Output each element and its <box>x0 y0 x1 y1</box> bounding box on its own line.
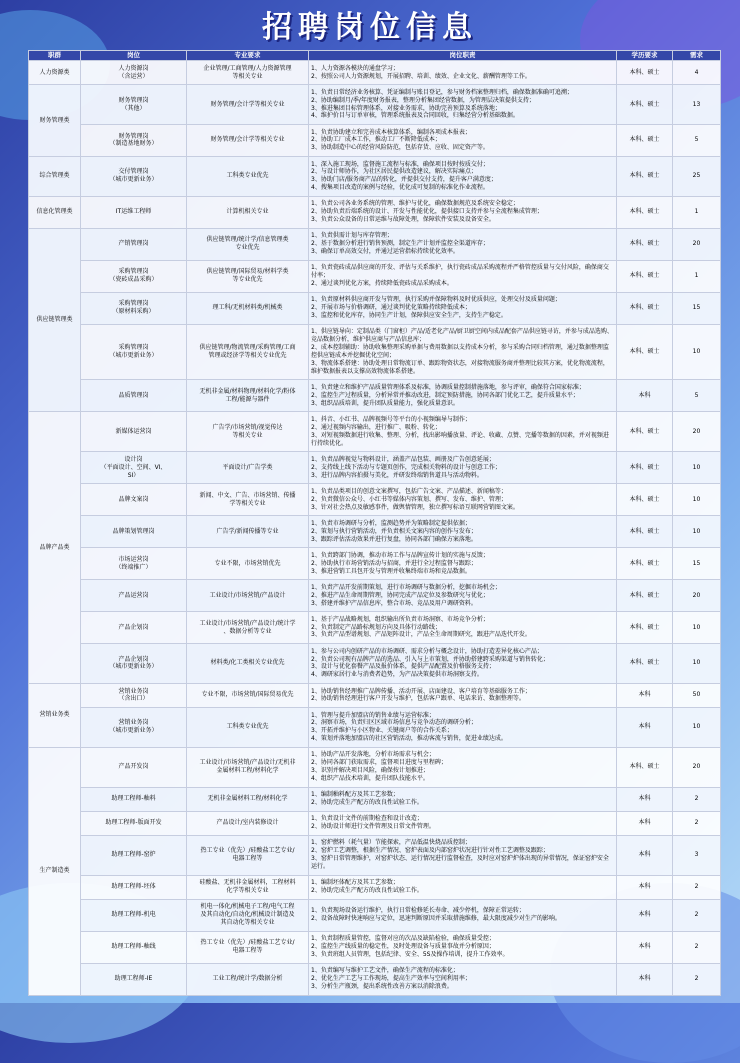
count-cell: 10 <box>673 612 721 644</box>
job-group-cell: 人力资源类 <box>29 61 81 85</box>
duties-cell <box>309 260 617 292</box>
duty-line: 1、负责公司各业务系统的管理、维护与优化，确保数据规范及系统安全稳定； <box>311 200 519 208</box>
duty-line: 3、负责公众设备的日常运维与故障处理，保障软件安装及设备安全。 <box>311 216 495 224</box>
duty-line: 3、协助制造中心的经营风险防范，包括存货、应收、固定资产等。 <box>311 144 489 152</box>
table-row <box>29 787 721 811</box>
major-cell: 产品设计/室内装修设计 <box>187 811 309 835</box>
count-cell: 15 <box>673 292 721 324</box>
duty-line: 1、负责跨部门协调，推动市场工作与品牌宣传计划的实施与反馈； <box>311 551 489 559</box>
position-cell: IT运维工程师 <box>81 196 187 228</box>
duty-line: 2、洞察市场，负责归区区域市场信息与竞争动态的调研分析； <box>311 719 477 727</box>
duties-cell <box>309 580 617 612</box>
position-cell: 助理工程师-版面开发 <box>81 811 187 835</box>
duty-line: 2、协助设计师进行文件管理及日常文件管理。 <box>311 823 435 831</box>
duty-line: 4、组织产品技术培训，提升团队技能水平。 <box>311 775 429 783</box>
duty-line: 2、通过视频内容输出，进行推广、吸粉、转化； <box>311 423 441 431</box>
position-cell: 助理工程师-坯体 <box>81 875 187 899</box>
major-cell: 财务管理/会计学等相关专业 <box>187 85 309 125</box>
education-cell: 本科 <box>617 683 673 707</box>
recruitment-poster <box>4 0 736 1003</box>
table-row <box>29 644 721 684</box>
duty-line: 3、分析生产瓶颈，提出系统性改善方案以消除浪费。 <box>311 983 453 991</box>
table-row <box>29 324 721 380</box>
duty-line: 1、负责品牌视觉与物料设计，涵盖产品包装、画册及广告创意延展； <box>311 455 495 463</box>
education-cell: 本科 <box>617 811 673 835</box>
position-cell: 营销业务岗 （城市更新业务） <box>81 707 187 747</box>
table-row <box>29 484 721 516</box>
position-cell: 品牌策划管理岗 <box>81 516 187 548</box>
header-major: 专业要求 <box>187 51 309 61</box>
education-cell: 本科、硕士 <box>617 156 673 196</box>
duty-line: 2、协助完成生产配方的改良性试验工作。 <box>311 799 423 807</box>
major-cell: 无机非金属/材料物理/材料化学/粉体 工程/能源与器件 <box>187 380 309 412</box>
count-cell: 5 <box>673 380 721 412</box>
position-cell: 财务管理岗 （其他） <box>81 85 187 125</box>
duties-cell <box>309 683 617 707</box>
education-cell: 本科 <box>617 931 673 963</box>
duty-line: 2、协助编制月/季/年度财务报表，整理分析集团经营数据，为管理层决策提供支持； <box>311 96 535 104</box>
duties-cell <box>309 835 617 875</box>
duties-cell <box>309 644 617 684</box>
duties-cell <box>309 484 617 516</box>
duty-line: 1、负责日常经济业务核算、凭证编制与账目登记，参与财务档案整理归档，确保数据准确可追溯； <box>311 88 573 96</box>
duty-line: 1、窑炉燃料（耗气量）节能探索，产品低温快烧品质控制； <box>311 839 471 847</box>
duty-line: 2、协助执行市场营销活动与招商，并进行全过程监督与跟踪； <box>311 559 477 567</box>
duty-line: 3、设计与优化套餐产品及报价体系，提供产品配置及价格服务支持； <box>311 663 495 671</box>
education-cell: 本科、硕士 <box>617 228 673 260</box>
duties-cell <box>309 612 617 644</box>
duty-line: 2、监控生产线质量的稳定性，及时处理设备与质量事故并分析原因； <box>311 943 495 951</box>
duty-line: 1、参与公司内创研产品的市场调研、需求分析与概念设计，协助打造差异化核心产品； <box>311 647 543 655</box>
position-cell: 采购管理岗 （瓷砖成品采购） <box>81 260 187 292</box>
job-group-cell: 财务管理类 <box>29 85 81 157</box>
table-row <box>29 683 721 707</box>
duty-line: 2、监控生产过程质量，分析异常并推动改进，制定预防措施，协同各部门优化工艺，提升质量水平； <box>311 391 579 399</box>
duty-line: 1、负责产品开发前期策划，进行市场调研与数据分析，挖掘市场机会； <box>311 583 501 591</box>
count-cell: 25 <box>673 156 721 196</box>
job-group-cell: 生产制造类 <box>29 747 81 995</box>
duty-line: 1、负责品类项目的创意文案撰写，包括广告文案、产品描述、新闻稿等； <box>311 487 507 495</box>
education-cell: 本科 <box>617 707 673 747</box>
major-cell: 财务管理/会计学等相关专业 <box>187 124 309 156</box>
header-group: 职群 <box>29 51 81 61</box>
major-cell: 硅酸盐、无机非金属材料，工程材料 化学等相关专业 <box>187 875 309 899</box>
duty-line: 2、成本控制辅助：协助收集整理采购单据与费用数据以支持成本分析，参与采购合同归档管理，通过数据整理监控供应链成本并挖掘优化空间； <box>311 344 609 359</box>
position-cell: 人力资源岗 （含运营） <box>81 61 187 85</box>
duty-line: 2、协助负责后端系统的设计、开发与性能优化，提供接口支持并参与全流程集成管理； <box>311 208 543 216</box>
duty-line: 3、物流体系搭建：协助处理日常物流订单、跟踪物资状态，对接物流服务商并整理比较其方案，优化物流流程，维护数据报表以支撑高效物流体系搭建。 <box>311 359 609 375</box>
duty-line: 2、通过谈判优化方案，持续降低瓷砖成品采购成本。 <box>311 280 453 288</box>
position-cell: 采购管理岗 （城市更新业务） <box>81 324 187 380</box>
count-cell: 10 <box>673 452 721 484</box>
position-cell: 助理工程师-机电 <box>81 899 187 931</box>
duties-cell <box>309 124 617 156</box>
duty-line: 1、抖音、小红书、品牌视频号等平台的小视频编导与制作； <box>311 415 471 423</box>
count-cell: 13 <box>673 85 721 125</box>
position-cell: 产销管理岗 <box>81 228 187 260</box>
major-cell: 理工科/无机材料类/机械类 <box>187 292 309 324</box>
major-cell: 企业管理/工商管理/人力资源管理 等相关专业 <box>187 61 309 85</box>
education-cell: 本科、硕士 <box>617 580 673 612</box>
count-cell: 10 <box>673 644 721 684</box>
education-cell: 本科、硕士 <box>617 324 673 380</box>
position-cell: 新媒体运营岗 <box>81 412 187 452</box>
major-cell: 平面设计/广告学类 <box>187 452 309 484</box>
duty-line: 1、负责市场调研与分析，监测趋势并为策略制定提供依据； <box>311 519 471 527</box>
education-cell: 本科、硕士 <box>617 260 673 292</box>
education-cell: 本科、硕士 <box>617 548 673 580</box>
count-cell: 20 <box>673 228 721 260</box>
duty-line: 3、负责班组人员管理，包括纪律、安全、5S及操作培训，提升工作效率。 <box>311 951 509 959</box>
major-cell: 专业不限，市场营销/国际贸易优先 <box>187 683 309 707</box>
count-cell: 2 <box>673 931 721 963</box>
education-cell: 本科、硕士 <box>617 292 673 324</box>
duty-line: 1、负责制程质量管控，监督对应的次品及缺陷检验，确保质量受控； <box>311 935 495 943</box>
duty-line: 2、负责微信公众号、小红书等媒体内容策划、撰写、发布、维护、管理； <box>311 495 507 503</box>
count-cell: 2 <box>673 963 721 995</box>
major-cell: 计算机相关专业 <box>187 196 309 228</box>
table-body <box>29 61 721 996</box>
duty-line: 3、对短视频数据进行收集、整理、分析，找出影响播放量、评论、收藏、点赞、完播等数据的因素，并对视频进行持续优化。 <box>311 431 609 447</box>
education-cell: 本科 <box>617 835 673 875</box>
duties-cell <box>309 228 617 260</box>
duty-line: 4、搜集项目改造的案例与经验，优化成可复制的标准化作业流程。 <box>311 184 489 192</box>
duties-cell <box>309 548 617 580</box>
count-cell: 4 <box>673 61 721 85</box>
table-row <box>29 260 721 292</box>
job-group-cell: 品牌产品类 <box>29 412 81 684</box>
duties-cell <box>309 747 617 787</box>
major-cell: 机电一体化/机械电子工程/电气工程 及其自动化/自动化/机械设计制造及 其自动化等相关专业 <box>187 899 309 931</box>
duty-line: 1、管理与提升加盟店的销售业绩与运营标准； <box>311 711 435 719</box>
count-cell: 20 <box>673 580 721 612</box>
duty-line: 3、推进集团目标管理体系，对接业务需求，协助完善预算及系统落地； <box>311 104 501 112</box>
count-cell: 20 <box>673 412 721 452</box>
duty-line: 2、按照公司人力资源规划，开展招聘、培训、绩效、企业文化、薪酬管理等工作。 <box>311 72 531 80</box>
duty-line: 2、协助工厂成本工作，推动工厂不断降低成本； <box>311 136 441 144</box>
duty-line: 1、基于产品战略规划，组织输出所负责市场洞察、市场竞争分析； <box>311 615 489 623</box>
major-cell: 广告学/新闻传播等专业 <box>187 516 309 548</box>
duty-line: 2、协助销售经理进行客户开发与维护，包括客户跟单、电话来访、数据整理等。 <box>311 695 525 703</box>
education-cell: 本科、硕士 <box>617 644 673 684</box>
duty-line: 1、负责原材料供应商开发与管理，执行采购并保障物料及时优质供应，处理交付及质量问题； <box>311 296 561 304</box>
position-cell: 助理工程师-IE <box>81 963 187 995</box>
table-row <box>29 228 721 260</box>
duties-cell <box>309 516 617 548</box>
table-row <box>29 516 721 548</box>
position-cell: 市场运营岗 （终端推广） <box>81 548 187 580</box>
table-row <box>29 380 721 412</box>
header-education: 学历要求 <box>617 51 673 61</box>
duties-cell <box>309 452 617 484</box>
duty-line: 3、窑炉日常管理维护，对窑炉状态、运行情况进行监督检查，及时应对窑炉炉体出现的异常情况，保证窑炉安全运行。 <box>311 855 609 871</box>
duty-line: 3、针对社会热点及敏感事件，做舆情管理，独立撰写标语互联网营销图文案。 <box>311 503 519 511</box>
major-cell: 工业工程/统计学/数据分析 <box>187 963 309 995</box>
duties-cell <box>309 156 617 196</box>
education-cell: 本科、硕士 <box>617 124 673 156</box>
duty-line: 1、深入施工现场，监督施工流程与标准，确保项目按时按质交付； <box>311 160 489 168</box>
duty-line: 2、与设计师协作，为社区居民提供改造建议，解决实际痛点； <box>311 168 477 176</box>
duty-line: 2、设备故障时快速响应与定位，迅速判断原因并采取措施维修，最大限度减少对生产的影响。 <box>311 915 561 923</box>
duties-cell <box>309 61 617 85</box>
table-row <box>29 612 721 644</box>
table-header-row <box>29 51 721 61</box>
duty-line: 3、协助门店/服务商产品的转化，并提供交付支持，提升客户满意度； <box>311 176 497 184</box>
table-row <box>29 963 721 995</box>
duty-line: 3、推进营销工具包开发与管理并收集终端市场和竞品数据。 <box>311 567 471 575</box>
education-cell: 本科、硕士 <box>617 412 673 452</box>
duties-cell <box>309 324 617 380</box>
duties-cell <box>309 963 617 995</box>
duty-line: 1、协助销售经理推广品牌传播、活动开展、店面建设、客户培育等基础服务工作； <box>311 687 531 695</box>
table-row <box>29 452 721 484</box>
duty-line: 2、协同各部门获取需求，监督项目进度与里程碑； <box>311 759 447 767</box>
duty-line: 3、进行品牌内容拍摄与美化，并研发终端销售道具与活动物料。 <box>311 471 483 479</box>
position-cell: 产品开发岗 <box>81 747 187 787</box>
duty-line: 3、确保订单高效交付，并通过运营指标持续优化效率。 <box>311 248 459 256</box>
duty-line: 3、组织品质培训，提升团队质量能力，强化质量意识。 <box>311 399 459 407</box>
duty-line: 1、负责建立和维护产品质量管理体系及标准，协调质量控制措施落地，参与评审，确保符合国家标准； <box>311 383 585 391</box>
education-cell: 本科、硕士 <box>617 196 673 228</box>
job-table-card <box>28 50 720 996</box>
job-group-cell: 营销业务类 <box>29 683 81 747</box>
position-cell: 财务管理岗 （制造基地财务） <box>81 124 187 156</box>
table-row <box>29 899 721 931</box>
major-cell: 新闻、中文、广告、市场营销、传播 学等相关专业 <box>187 484 309 516</box>
table-row <box>29 835 721 875</box>
duty-line: 4、维护价目与订单审核，管理系统报表及合同回收，归集经营分析基础数据。 <box>311 112 519 120</box>
major-cell: 工科类专业优先 <box>187 156 309 196</box>
table-row <box>29 875 721 899</box>
duty-line: 1、负责设计文件的前期检查和设计改造； <box>311 815 423 823</box>
page-title: 招聘岗位信息 <box>262 10 478 45</box>
table-row <box>29 931 721 963</box>
duty-line: 1、人力资源各模块的通盘学习； <box>311 64 399 72</box>
count-cell: 10 <box>673 516 721 548</box>
education-cell: 本科 <box>617 899 673 931</box>
count-cell: 10 <box>673 324 721 380</box>
education-cell: 本科、硕士 <box>617 452 673 484</box>
major-cell: 热工专业（优先）/硅酸盐工艺专业/ 电器工程等 <box>187 835 309 875</box>
duty-line: 1、供应链导向：定制品类（门窗柜）产品/适老化产品/厨卫厨空间内成品配套产品供应链寻访，并参与成品选购、竞品数据分析，维护供应商与产品信息库； <box>311 328 613 344</box>
education-cell: 本科 <box>617 380 673 412</box>
duties-cell <box>309 707 617 747</box>
major-cell: 热工专业（优先）/硅酸盐工艺专业/ 电器工程等 <box>187 931 309 963</box>
duties-cell <box>309 196 617 228</box>
duty-line: 4、策划并落地加盟店的社区营销活动，推动客流与销售，促进业绩达成。 <box>311 735 507 743</box>
duty-line: 3、监控和优化库存，协同生产计划，保障供应安全生产，支持生产稳定。 <box>311 312 507 320</box>
table-row <box>29 85 721 125</box>
duty-line: 2、基于数据分析进行销售预测，制定生产计划并监控全渠道库存； <box>311 240 489 248</box>
position-cell: 营销业务岗 （含出口） <box>81 683 187 707</box>
count-cell: 1 <box>673 260 721 292</box>
duties-cell <box>309 931 617 963</box>
major-cell: 工业设计/市场营销/产品设计 <box>187 580 309 612</box>
duties-cell <box>309 811 617 835</box>
count-cell: 2 <box>673 787 721 811</box>
duty-line: 1、编制坯体配方及其工艺参数； <box>311 879 399 887</box>
count-cell: 2 <box>673 899 721 931</box>
position-cell: 采购管理岗 （原材料采购） <box>81 292 187 324</box>
position-cell: 交付管理岗 （城市更新业务） <box>81 156 187 196</box>
position-cell: 产品企划岗 <box>81 612 187 644</box>
education-cell: 本科 <box>617 787 673 811</box>
education-cell: 本科、硕士 <box>617 85 673 125</box>
duty-line: 2、负责制定产品路标规划方向及具体行动路线； <box>311 623 441 631</box>
table-row <box>29 811 721 835</box>
position-cell: 助理工程师-釉料 <box>81 787 187 811</box>
duty-line: 1、负责协助建立和完善成本核算体系，编制各项成本报表； <box>311 128 471 136</box>
duty-line: 2、窑炉工艺调整，根据生产情况、窑炉表面及内部窑炉状况进行针对性工艺调整及跟踪； <box>311 847 549 855</box>
duty-line: 1、负责现场设备运行维护，执行日常检修延长寿命、减少停机，保障正常运转； <box>311 907 525 915</box>
duties-cell <box>309 380 617 412</box>
count-cell: 10 <box>673 484 721 516</box>
duty-line: 1、负责瓷砖成品供应商的开发、评估与关系维护，执行瓷砖成品采购流程并严格管控质量与交付风险，确保商交付率； <box>311 264 609 280</box>
major-cell: 供应链管理/物流管理/采购管理/工商 管理或经济学等相关专业优先 <box>187 324 309 380</box>
major-cell: 无机非金属材料工程/材料化学 <box>187 787 309 811</box>
position-cell: 品牌文案岗 <box>81 484 187 516</box>
count-cell: 2 <box>673 811 721 835</box>
count-cell: 50 <box>673 683 721 707</box>
duties-cell <box>309 875 617 899</box>
header-count: 需求 <box>673 51 721 61</box>
education-cell: 本科、硕士 <box>617 484 673 516</box>
duty-line: 4、调研家居行业与消费者趋势，为产品决策提供市场洞察支持。 <box>311 671 483 679</box>
duty-line: 2、负责公司现有品牌产品的选品、引入与上市策划，并协助搭建跨采购渠道与销售转化； <box>311 655 549 663</box>
table-row <box>29 747 721 787</box>
table-row <box>29 548 721 580</box>
education-cell: 本科、硕士 <box>617 612 673 644</box>
education-cell: 本科、硕士 <box>617 61 673 85</box>
duties-cell <box>309 292 617 324</box>
count-cell: 5 <box>673 124 721 156</box>
table-row <box>29 124 721 156</box>
duties-cell <box>309 85 617 125</box>
table-row <box>29 292 721 324</box>
duty-line: 3、开拓并维护与小区物业、关键商户等的合作关系； <box>311 727 453 735</box>
position-cell: 产品运营岗 <box>81 580 187 612</box>
header-position: 岗位 <box>81 51 187 61</box>
count-cell: 15 <box>673 548 721 580</box>
duty-line: 1、编制釉料配方及其工艺参数； <box>311 791 399 799</box>
count-cell: 10 <box>673 707 721 747</box>
major-cell: 工业设计/市场营销/产品设计/无机非 金属材料工程/材料化学 <box>187 747 309 787</box>
duties-cell <box>309 899 617 931</box>
position-cell: 助理工程师-窑炉 <box>81 835 187 875</box>
job-table <box>28 50 721 996</box>
table-row <box>29 196 721 228</box>
job-group-cell: 供应链管理类 <box>29 228 81 412</box>
duty-line: 2、开展市场与价格调研，通过谈判优化策略持续降低成本； <box>311 304 471 312</box>
count-cell: 20 <box>673 747 721 787</box>
job-group-cell: 信息化管理类 <box>29 196 81 228</box>
duty-line: 1、负责供需计划与库存管理； <box>311 232 393 240</box>
major-cell: 材料类/化工类相关专业优先 <box>187 644 309 684</box>
duty-line: 2、支持线上线下活动与专题页创作，完成相关物料的设计与创意工作； <box>311 463 501 471</box>
count-cell: 2 <box>673 875 721 899</box>
duty-line: 2、优化生产工艺与工作现场，提高生产效率与空间利用率； <box>311 975 471 983</box>
table-row <box>29 61 721 85</box>
duty-line: 3、搭建并维护产品信息库，整合市场、竞品及用户调研资料。 <box>311 599 477 607</box>
job-group-cell: 综合管理类 <box>29 156 81 196</box>
header-duties: 岗位职责 <box>309 51 617 61</box>
education-cell: 本科、硕士 <box>617 747 673 787</box>
position-cell: 助理工程师-釉线 <box>81 931 187 963</box>
title-banner <box>4 6 736 50</box>
table-row <box>29 412 721 452</box>
duties-cell <box>309 412 617 452</box>
table-row <box>29 156 721 196</box>
count-cell: 3 <box>673 835 721 875</box>
major-cell: 供应链管理/国际贸易/材料学类 等专业优先 <box>187 260 309 292</box>
major-cell: 供应链管理/统计学/信息管理类 专业优先 <box>187 228 309 260</box>
education-cell: 本科 <box>617 875 673 899</box>
duties-cell <box>309 787 617 811</box>
position-cell: 产品企划岗 （城市更新业务） <box>81 644 187 684</box>
major-cell: 工业设计/市场营销/产品设计/统计学 、数据分析等专业 <box>187 612 309 644</box>
table-row <box>29 707 721 747</box>
position-cell: 品质管理岗 <box>81 380 187 412</box>
duty-line: 1、负责编写与维护工艺文件，确保生产流程的标准化； <box>311 967 459 975</box>
education-cell: 本科、硕士 <box>617 516 673 548</box>
table-row <box>29 580 721 612</box>
duty-line: 1、协助产品开发落地，分析市场需求与机会； <box>311 751 435 759</box>
count-cell: 1 <box>673 196 721 228</box>
duty-line: 3、负责产品型谱规划、产品矩阵设计，产品全生命周期研究，跟进产品迭代开发。 <box>311 631 531 639</box>
major-cell: 工科类专业优先 <box>187 707 309 747</box>
duty-line: 3、跟踪评估活动效果并进行复盘，协同各部门确保方案落地。 <box>311 535 477 543</box>
major-cell: 广告学/市场营销/视觉传达 等相关专业 <box>187 412 309 452</box>
duty-line: 2、推进产品生命周期管理，协同完成产品定位及参数研究与优化； <box>311 591 489 599</box>
major-cell: 专业不限，市场营销优先 <box>187 548 309 580</box>
duty-line: 2、协助完成生产配方的改良性试验工作。 <box>311 887 423 895</box>
education-cell: 本科 <box>617 963 673 995</box>
duty-line: 2、策划与执行营销活动，并负责相关文案内容的创作与发布； <box>311 527 477 535</box>
position-cell: 设计岗 （平面设计、空间、VI、 SI） <box>81 452 187 484</box>
duty-line: 3、识别并解决项目风险，确保按计划推进； <box>311 767 429 775</box>
